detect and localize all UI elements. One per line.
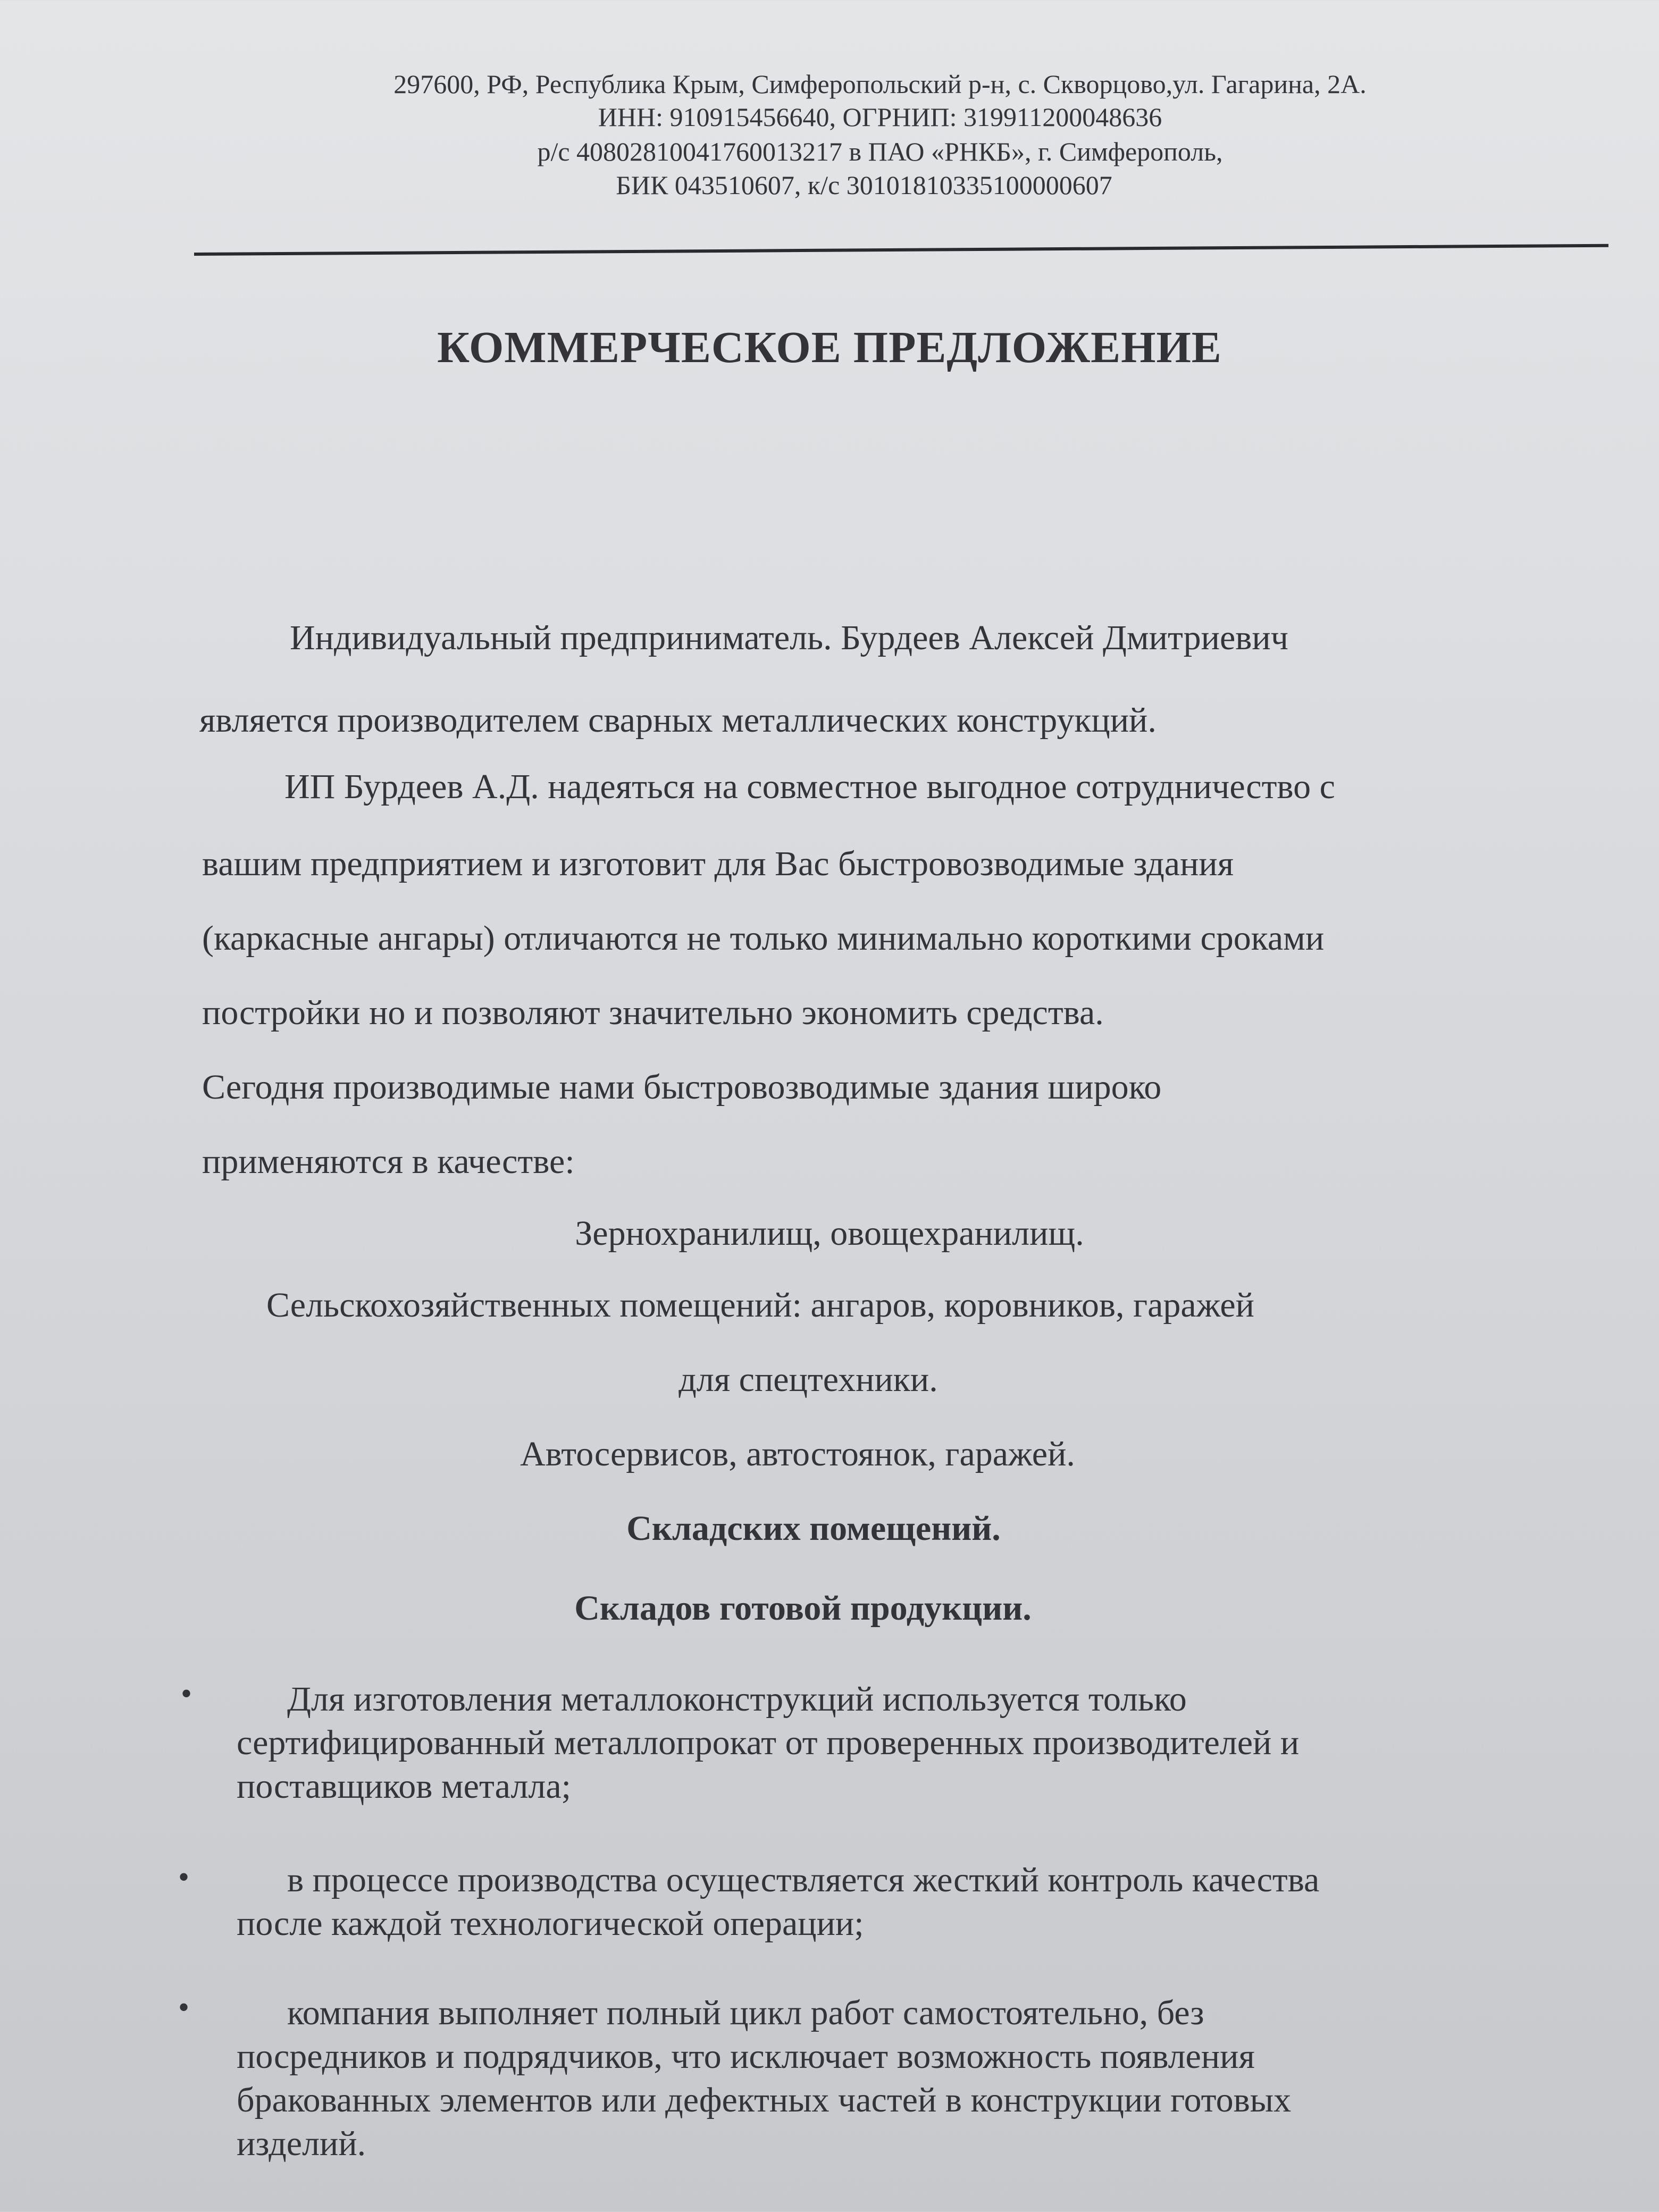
body-line: (каркасные ангары) отличаются не только минимально короткими сроками [202, 919, 1325, 958]
bullet-line: после каждой технологической операции; [237, 1904, 864, 1943]
use-item: Автосервисов, автостоянок, гаражей. [520, 1435, 1075, 1473]
use-item-bold: Складов готовой продукции. [574, 1589, 1032, 1628]
letterhead-account: р/с 40802810041760013217 в ПАО «РНКБ», г. Симферополь, [537, 137, 1223, 166]
letterhead-address: 297600, РФ, Республика Крым, Симферопольский р-н, с. Скворцово,ул. Гагарина, 2А. [393, 69, 1367, 99]
body-line: применяются в качестве: [202, 1142, 575, 1181]
bullet-line: поставщиков металла; [237, 1767, 571, 1806]
letterhead-inn: ИНН: 910915456640, ОГРНИП: 319911200048636 [598, 102, 1162, 132]
use-item-bold: Складских помещений. [626, 1509, 1001, 1548]
use-item: Зернохранилищ, овощехранилищ. [575, 1214, 1084, 1253]
bullet-line: сертифицированный металлопрокат от проверенных производителей и [237, 1723, 1300, 1762]
letterhead-divider [194, 244, 1608, 256]
bullet-line: компания выполняет полный цикл работ самостоятельно, без [287, 1993, 1204, 2032]
body-line: ИП Бурдеев А.Д. надеяться на совместное выгодное сотрудничество с [284, 767, 1335, 806]
body-line: Индивидуальный предприниматель. Бурдеев Алексей Дмитриевич [290, 618, 1288, 657]
body-line: постройки но и позволяют значительно экономить средства. [202, 993, 1104, 1032]
bullet-dot-icon: • [178, 1990, 190, 2025]
bullet-dot-icon: • [181, 1676, 192, 1711]
bullet-line: Для изготовления металлоконструкций используется только [287, 1680, 1187, 1719]
use-item: для спецтехники. [678, 1360, 938, 1399]
bullet-line: изделий. [237, 2124, 366, 2163]
letterhead-bik: БИК 043510607, к/с 30101810335100000607 [616, 170, 1112, 200]
bullet-line: бракованных элементов или дефектных частей в конструкции готовых [237, 2081, 1292, 2119]
bullet-dot-icon: • [178, 1859, 190, 1895]
body-line: является производителем сварных металлических конструкций. [199, 701, 1157, 740]
bullet-line: посредников и подрядчиков, что исключает возможность появления [237, 2037, 1255, 2076]
document-title: КОММЕРЧЕСКОЕ ПРЕДЛОЖЕНИЕ [437, 323, 1222, 372]
bullet-line: в процессе производства осуществляется жесткий контроль качества [287, 1861, 1320, 1899]
body-line: вашим предприятием и изготовит для Вас быстровозводимые здания [202, 844, 1234, 883]
use-item: Сельскохозяйственных помещений: ангаров, коровников, гаражей [266, 1286, 1255, 1325]
body-line: Сегодня производимые нами быстровозводимые здания широко [202, 1068, 1162, 1107]
